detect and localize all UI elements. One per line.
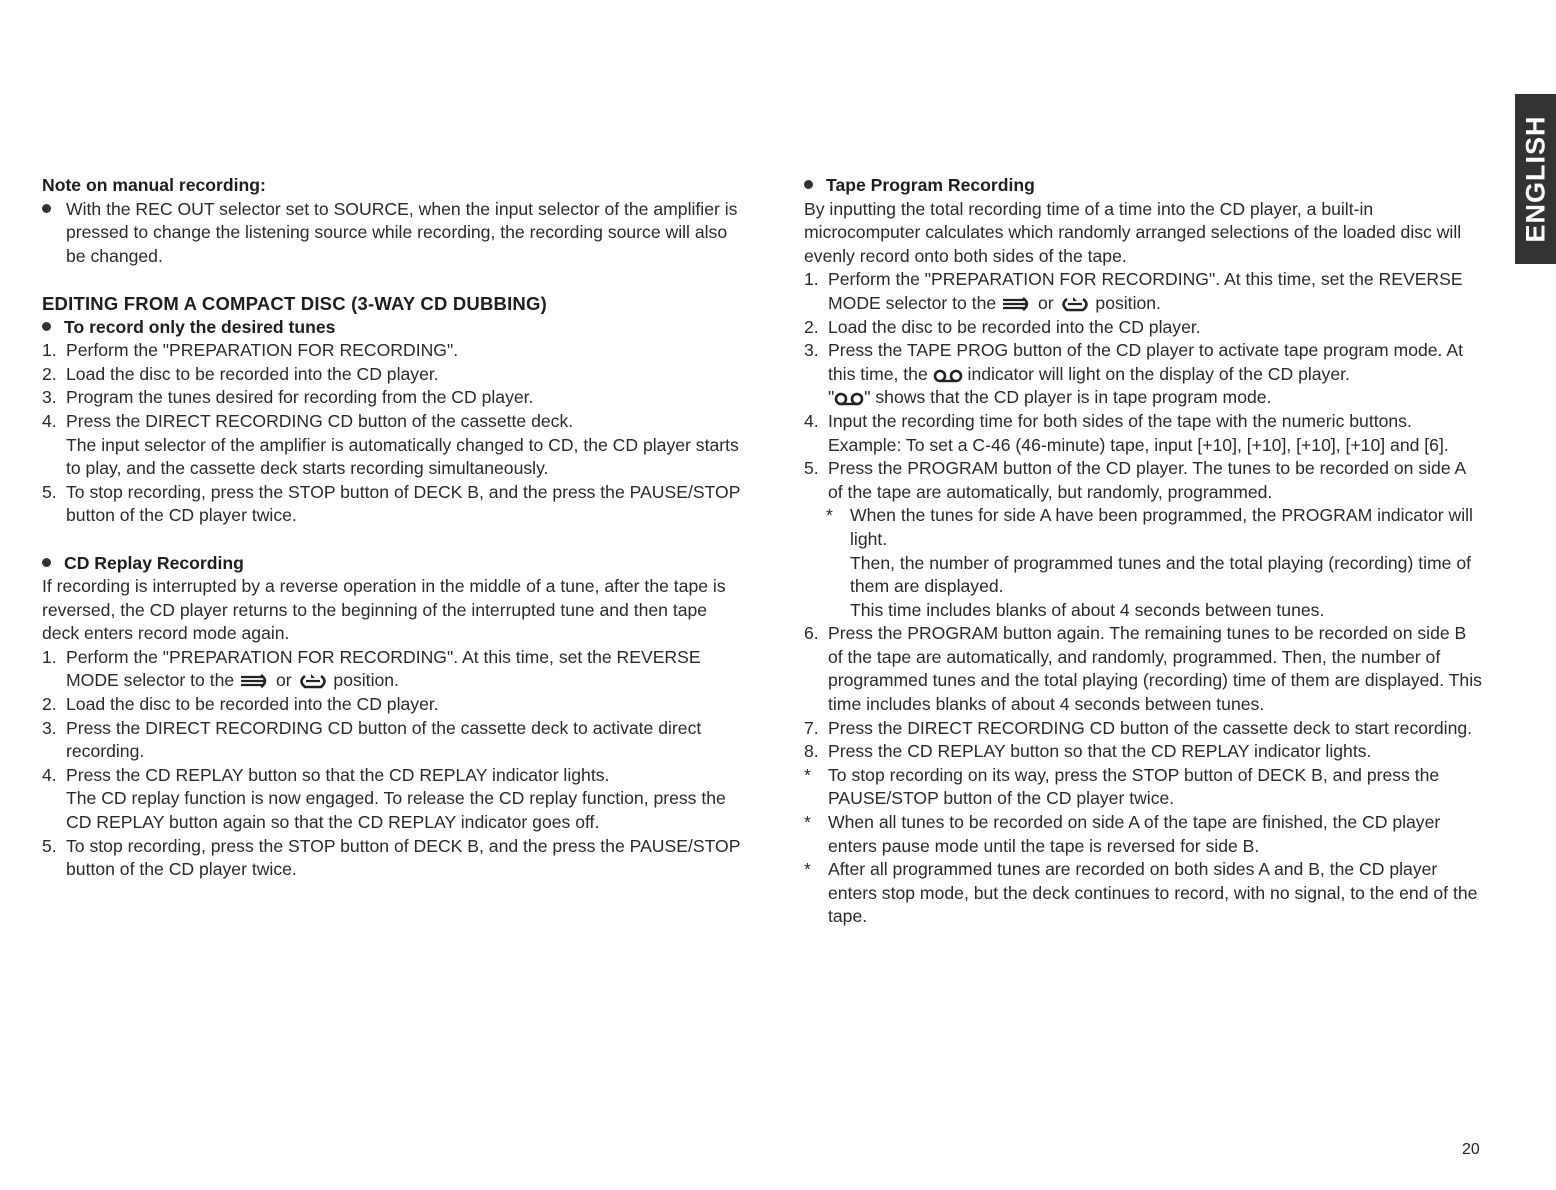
step-text-b: position. <box>333 670 399 691</box>
list-item <box>42 410 742 434</box>
bullet-icon <box>42 204 51 213</box>
desired-heading <box>42 316 742 340</box>
list-item <box>804 268 1484 315</box>
step-text: Perform the "PREPARATION FOR RECORDING". <box>66 340 459 361</box>
list-item <box>42 646 742 693</box>
list-item <box>42 835 742 882</box>
step-text <box>66 646 742 693</box>
list-item <box>804 410 1484 457</box>
bullet-icon <box>804 180 813 189</box>
step-number: 5. <box>42 835 57 856</box>
step-note-continuation: Then, the number of programmed tunes and the total playing (recording) time of them are displayed. <box>850 552 1472 597</box>
left-column <box>42 174 742 882</box>
tape-intro: By inputting the total recording time of a time into the CD player, a built-in microcomputer calculates which randomly arranged selections of the loaded disc will evenly record onto both sides of the tape. <box>804 198 1462 266</box>
quote-rest: " shows that the CD player is in tape program mode. <box>864 387 1272 408</box>
footnote <box>804 764 1484 811</box>
asterisk-mark: * <box>826 505 833 526</box>
step-number: 3. <box>42 717 57 738</box>
one-way-mode-icon <box>239 672 271 690</box>
footnote <box>804 811 1484 858</box>
replay-heading <box>42 552 742 576</box>
footnote <box>804 858 1484 929</box>
step-text <box>828 268 1484 315</box>
step-number: 3. <box>804 340 819 361</box>
step-text: Press the DIRECT RECORDING CD button of the cassette deck to activate direct recording. <box>66 717 702 762</box>
step-text: Press the CD REPLAY button so that the CD REPLAY indicator lights. <box>66 764 610 785</box>
note-text: With the REC OUT selector set to SOURCE, when the input selector of the amplifier is pressed to change the listening source while recording, the recording source will also be changed. <box>66 198 738 266</box>
step-number: 6. <box>804 623 819 644</box>
reverse-mode-icon <box>1059 295 1091 313</box>
quote-open: " <box>828 387 835 408</box>
step-note <box>804 504 1484 551</box>
tape-heading <box>804 174 1484 198</box>
step-text-a: Perform the "PREPARATION FOR RECORDING". At this time, set the REVERSE MODE selector to the <box>828 269 1463 313</box>
step-text: Press the CD REPLAY button so that the CD REPLAY indicator lights. <box>828 741 1372 762</box>
step-text: Load the disc to be recorded into the CD player. <box>66 363 439 384</box>
step-text: To stop recording, press the STOP button of DECK B, and the press the PAUSE/STOP button of the CD player twice. <box>66 481 741 526</box>
step-text: Press the DIRECT RECORDING CD button of the cassette deck to start recording. <box>828 717 1473 738</box>
bullet-icon <box>42 558 51 567</box>
list-item <box>804 622 1484 716</box>
bullet-icon <box>42 322 51 331</box>
step-number: 4. <box>42 410 57 431</box>
list-item <box>42 386 742 410</box>
step-text: Load the disc to be recorded into the CD player. <box>828 316 1201 337</box>
step-continuation: The input selector of the amplifier is automatically changed to CD, the CD player starts to play, and the cassette deck starts recording simultaneously. <box>66 434 739 479</box>
step-continuation: The CD replay function is now engaged. To release the CD replay function, press the CD REPLAY button again so that the CD REPLAY indicator goes off. <box>66 788 726 833</box>
step-continuation <box>804 386 1484 410</box>
step-number: 7. <box>804 717 819 738</box>
or-text: or <box>275 670 292 691</box>
desired-heading-text: To record only the desired tunes <box>64 316 336 337</box>
list-item <box>42 693 742 717</box>
step-text-b: position. <box>1095 292 1161 313</box>
footnote-text: After all programmed tunes are recorded on both sides A and B, the CD player enters stop mode, but the deck continues to record, with no signal, to the end of the tape. <box>828 859 1478 927</box>
list-item <box>42 717 742 764</box>
step-number: 1. <box>42 646 57 667</box>
step-text-b: indicator will light on the display of the CD player. <box>967 363 1350 384</box>
step-number: 2. <box>804 316 819 337</box>
reverse-mode-icon <box>297 672 329 690</box>
list-item <box>804 740 1484 764</box>
step-number: 2. <box>42 694 57 715</box>
list-item <box>42 481 742 528</box>
tape-program-icon <box>834 391 864 407</box>
footnote-text: To stop recording on its way, press the STOP button of DECK B, and press the PAUSE/STOP button of the CD player twice. <box>828 764 1440 809</box>
step-number: 2. <box>42 363 57 384</box>
step-note-continuation: This time includes blanks of about 4 seconds between tunes. <box>850 599 1325 620</box>
list-item <box>42 764 742 788</box>
replay-intro: If recording is interrupted by a reverse operation in the middle of a tune, after the tape is reversed, the CD player returns to the beginning of the interrupted tune and then tape deck enters record mode again. <box>42 576 726 644</box>
step-number: 1. <box>804 269 819 290</box>
tape-heading-text: Tape Program Recording <box>826 175 1035 195</box>
note-heading: Note on manual recording: <box>42 175 266 195</box>
list-item <box>804 339 1484 386</box>
right-column <box>804 174 1484 929</box>
list-item <box>42 363 742 387</box>
step-text <box>828 339 1484 386</box>
list-item <box>804 457 1484 504</box>
step-text: Press the DIRECT RECORDING CD button of the cassette deck. <box>66 410 574 431</box>
asterisk-mark: * <box>804 812 811 833</box>
step-number: 4. <box>804 410 819 431</box>
footnote-text: When all tunes to be recorded on side A of the tape are finished, the CD player enters pause mode until the tape is reversed for side B. <box>828 812 1441 856</box>
step-text: Program the tunes desired for recording from the CD player. <box>66 387 534 408</box>
one-way-mode-icon <box>1001 295 1033 313</box>
step-number: 4. <box>42 764 57 785</box>
step-number: 1. <box>42 340 57 361</box>
asterisk-mark: * <box>804 764 811 785</box>
language-tab <box>1515 94 1556 264</box>
step-number: 5. <box>42 481 57 502</box>
replay-heading-text: CD Replay Recording <box>64 552 244 573</box>
note-item <box>42 198 742 269</box>
list-item <box>42 339 742 363</box>
step-text: Load the disc to be recorded into the CD player. <box>66 694 439 715</box>
asterisk-mark: * <box>804 859 811 880</box>
editing-heading: EDITING FROM A COMPACT DISC (3-WAY CD DUBBING) <box>42 292 547 314</box>
step-text: To stop recording, press the STOP button of DECK B, and the press the PAUSE/STOP button of the CD player twice. <box>66 835 741 880</box>
list-item <box>804 316 1484 340</box>
or-text: or <box>1037 292 1054 313</box>
step-number: 3. <box>42 387 57 408</box>
step-text-a: Press the TAPE PROG button of the CD player to activate tape program mode. At this time, the <box>828 340 1463 384</box>
language-tab-label: ENGLISH <box>1520 115 1550 243</box>
step-number: 8. <box>804 741 819 762</box>
step-text-a: Perform the "PREPARATION FOR RECORDING". At this time, set the REVERSE MODE selector to the <box>66 646 701 691</box>
step-number: 5. <box>804 458 819 479</box>
step-text: Input the recording time for both sides of the tape with the numeric buttons. Example: To set a C-46 (46-minute) tape, input [+10], [+10], [+10], [+10] and [6]. <box>828 410 1449 455</box>
step-note-text: When the tunes for side A have been programmed, the PROGRAM indicator will light. <box>850 505 1473 549</box>
page-number: 20 <box>1462 1141 1480 1158</box>
list-item <box>804 717 1484 741</box>
step-text: Press the PROGRAM button again. The remaining tunes to be recorded on side B of the tape are automatically, and randomly, programmed. Then, the number of programmed tunes and the total playing (recording) time of them are displayed. This time includes blanks of about 4 seconds between tunes. <box>828 623 1482 715</box>
tape-program-icon <box>933 368 963 384</box>
step-text: Press the PROGRAM button of the CD player. The tunes to be recorded on side A of the tape are automatically, but randomly, programmed. <box>828 458 1466 502</box>
